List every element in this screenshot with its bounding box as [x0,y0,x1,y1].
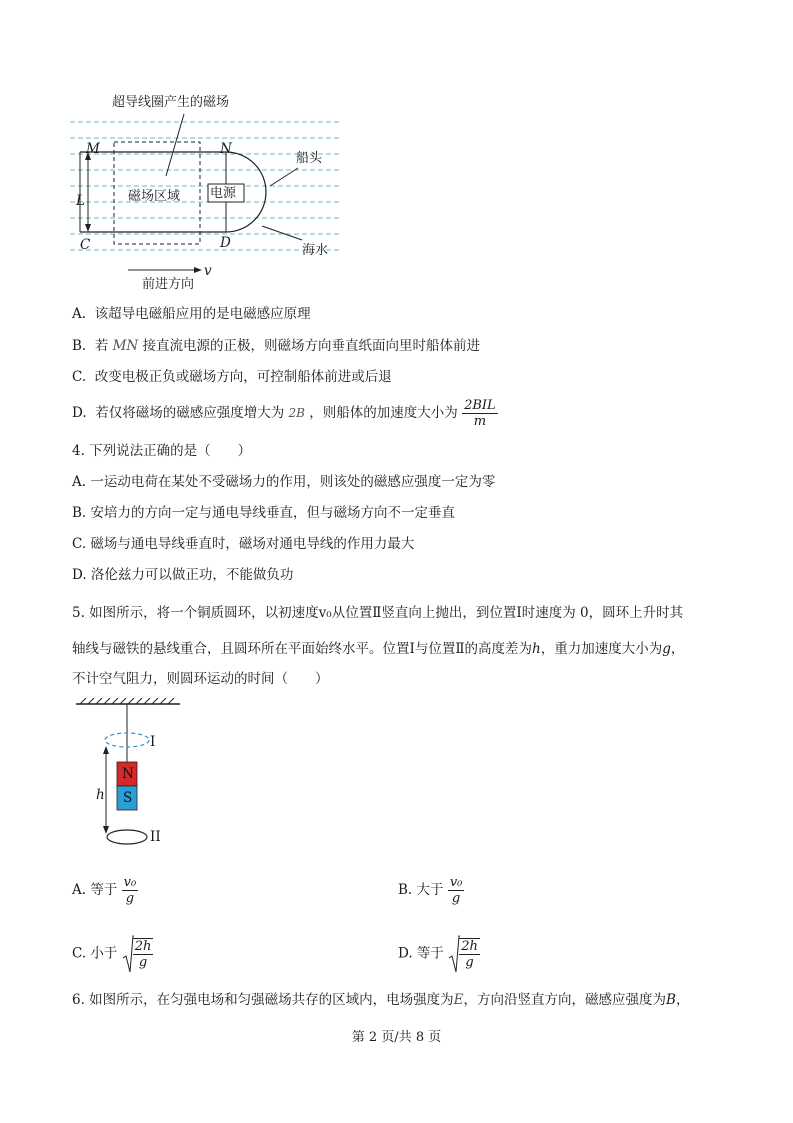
position-ii-label: II [150,829,161,845]
q4-option-a[interactable]: A. 一运动电荷在某处不受磁场力的作用，则该处的磁感应强度一定为零 [72,474,496,490]
accel-fraction: $\frac{\text{2BIL}}{m}$ [464,398,496,429]
page-footer: 第 2 页/共 8 页 [351,1030,442,1045]
field-label: 超导线圈产生的磁场 [112,95,230,110]
region-label: 磁场区域 [128,189,181,204]
position-i-label: I [150,734,156,750]
direction-label: 前进方向 [142,277,195,292]
q5-option-b[interactable]: B. 大于 $\frac{\text{v₀}}{g}$ [398,875,463,906]
power-label: 电源 [210,186,237,201]
q5-stem-line2: 轴线与磁铁的悬线重合，且圆环所在平面始终水平。位置Ⅰ与位置Ⅱ的高度差为h，重力加速度大小为g， [72,641,685,657]
q3-option-b[interactable]: B. 若 MN 接直流电源的正极，则磁场方向垂直纸面向里时船体前进 [72,338,481,354]
q5-option-d[interactable]: D. 等于 $\frac{2h}{g}$ [398,934,480,974]
q4-option-b[interactable]: B. 安培力的方向一定与通电导线垂直，但与磁场方向不一定垂直 [72,505,456,521]
q5-stem-line3: 不计空气阻力，则圆环运动的时间（ ） [72,671,329,687]
south-pole-label: S [123,790,133,806]
q4-stem: 4. 下列说法正确的是（ ） [72,443,252,459]
point-m-label: M [86,141,100,157]
q3-option-d[interactable]: D. 若仅将磁场的磁感应强度增大为 2B ，则船体的加速度大小为 $\frac{\text{2BIL}}{m}$ [72,398,496,429]
north-pole-label: N [122,766,134,782]
q4-option-d[interactable]: D. 洛伦兹力可以做正功，不能做负功 [72,567,294,583]
q4-option-c[interactable]: C. 磁场与通电导线垂直时，磁场对通电导线的作用力最大 [72,536,415,552]
q3-option-c[interactable]: C. 改变电极正负或磁场方向，可控制船体前进或后退 [72,369,392,385]
q3-option-a[interactable]: A. 该超导电磁船应用的是电磁感应原理 [72,306,311,322]
point-n-label: N [220,141,232,157]
bow-label: 船头 [296,151,323,166]
sea-label: 海水 [302,243,329,258]
velocity-label: v [204,263,212,279]
point-c-label: C [80,237,91,253]
height-h-label: h [96,787,105,803]
length-l-label: L [76,193,85,209]
q5-option-a[interactable]: A. 等于 $\frac{\text{v₀}}{g}$ [72,875,137,906]
ship-diagram [66,90,346,290]
q5-option-c[interactable]: C. 小于 $\frac{2h}{g}$ [72,934,153,974]
q6-stem: 6. 如图所示，在匀强电场和匀强磁场共存的区域内，电场强度为E，方向沿竖直方向，磁感应强度为B， [72,992,690,1008]
q5-stem-line1: 5. 如图所示，将一个铜质圆环，以初速度v₀从位置Ⅱ竖直向上抛出，到位置Ⅰ时速度为 0，圆环上升时其 [72,605,684,621]
point-d-label: D [220,235,231,251]
